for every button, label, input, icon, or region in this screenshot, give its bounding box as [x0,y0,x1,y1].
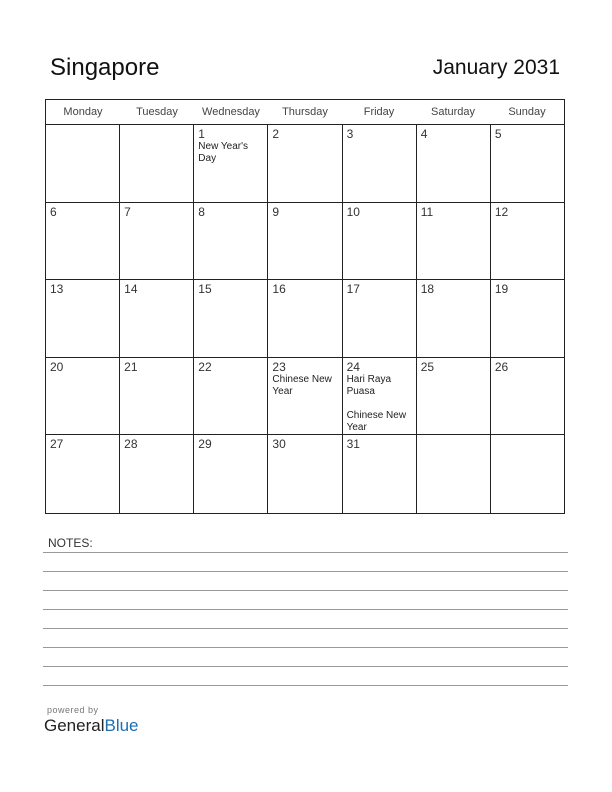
day-number: 16 [272,282,286,297]
day-number: 29 [198,437,212,452]
day-number: 25 [420,359,435,374]
week-row [46,358,564,436]
day-number: 10 [346,204,360,219]
day-cell [343,358,417,435]
day-cell [120,280,194,357]
day-number: 7 [124,204,131,219]
day-cell [491,203,564,280]
week-row [46,435,564,513]
weekday-label: Thursday [282,106,328,118]
day-cell [268,125,342,202]
weekday-label: Wednesday [202,106,260,118]
calendar-country-title: Singapore [50,54,160,81]
day-number: 12 [494,204,509,219]
day-cell [194,203,268,280]
day-cell [268,203,342,280]
day-cell [120,125,194,202]
day-number: 27 [50,437,64,452]
day-number: 1 [198,127,205,141]
note-line [43,647,568,648]
note-line [43,666,568,667]
day-number: 21 [124,359,138,374]
day-cell [343,435,417,513]
day-cell [46,125,120,202]
holiday-label: Chinese New Year [346,409,407,433]
note-line [43,571,568,572]
day-cell [417,280,491,357]
holiday-label: Hari Raya Puasa [346,373,392,397]
day-number: 22 [198,359,212,374]
day-cell [46,358,120,435]
weekday-label: Friday [363,106,395,118]
day-number: 15 [198,282,212,297]
day-number: 2 [272,127,280,141]
weekday-label: Saturday [430,106,476,118]
notes-label: NOTES: [48,536,93,550]
day-cell [194,358,268,435]
day-cell [120,203,194,280]
week-row [46,203,564,281]
note-line [43,609,568,610]
day-cell [268,435,342,513]
day-cell [491,358,564,435]
day-cell [268,280,342,357]
holiday-label: New Year's Day [198,141,248,164]
day-cell [194,125,268,202]
note-line [43,552,568,553]
calendar-month-title: January 2031 [432,56,560,79]
note-line [43,628,568,629]
day-number: 14 [124,282,138,297]
day-number: 30 [272,437,286,452]
calendar-weeks [46,125,564,513]
day-number: 17 [346,282,360,297]
brand-general-text: General [44,716,105,735]
weekday-label: Sunday [508,106,546,118]
day-cell [343,280,417,357]
day-cell [46,280,120,357]
holiday-label: Chinese New Year [272,373,332,397]
day-number: 28 [124,437,138,452]
day-number: 3 [346,127,354,141]
brand-blue-text: Blue [104,716,139,735]
weekday-header-row [46,100,564,125]
weekday-label: Tuesday [136,106,178,118]
day-cell [491,125,564,202]
week-row [46,280,564,358]
day-number: 4 [420,127,428,141]
day-number: 23 [272,359,286,374]
day-cell [46,435,120,513]
day-cell [268,358,342,435]
generalblue-logo [44,716,139,736]
day-cell [343,203,417,280]
day-number: 8 [198,204,205,219]
day-number: 19 [494,282,509,297]
day-cell [417,125,491,202]
note-line [43,685,568,686]
day-cell [120,358,194,435]
day-cell [120,435,194,513]
day-number: 26 [494,359,509,374]
day-cell [46,203,120,280]
day-cell [417,203,491,280]
day-number: 9 [272,204,280,219]
day-number: 11 [420,204,434,219]
day-number: 18 [420,282,435,297]
weekday-label: Monday [63,106,103,118]
day-number: 5 [494,127,502,141]
day-cell [417,435,491,513]
day-cell [491,280,564,357]
day-cell [194,435,268,513]
day-cell [194,280,268,357]
day-number: 6 [50,204,57,219]
note-line [43,590,568,591]
powered-by-text: powered by [47,705,99,715]
day-cell [491,435,564,513]
day-cell [343,125,417,202]
day-number: 13 [50,282,64,297]
day-cell [417,358,491,435]
calendar-grid [45,99,565,514]
week-row [46,125,564,203]
day-number: 31 [346,437,360,452]
day-number: 20 [50,359,64,374]
day-number: 24 [346,359,360,374]
